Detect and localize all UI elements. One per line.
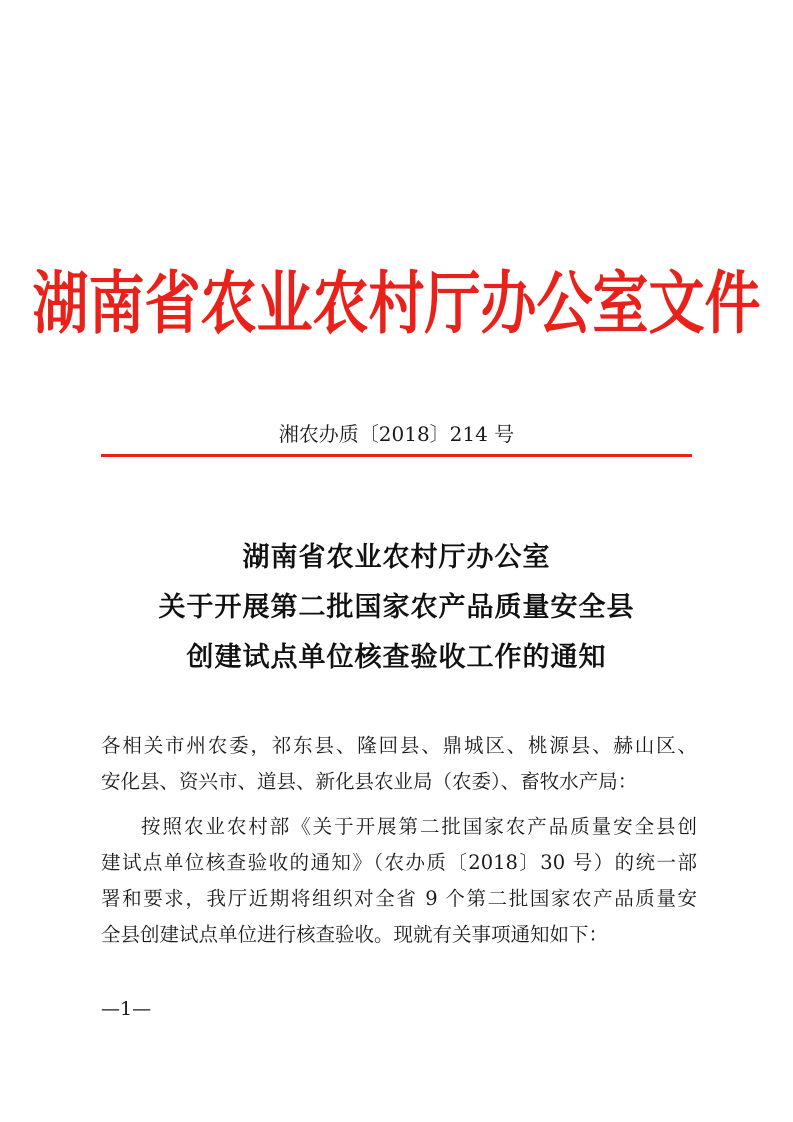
notice-title-line-2: 关于开展第二批国家农产品质量安全县: [158, 592, 635, 623]
notice-title-line-1: 湖南省农业农村厅办公室: [242, 542, 551, 573]
notice-title: [0, 533, 793, 683]
body-paragraph: [101, 809, 697, 953]
notice-title-line-3: 创建试点单位核查验收工作的通知: [186, 642, 607, 673]
masthead-title: 湖南省农业农村厅办公室文件: [32, 264, 761, 344]
body-line-2: 建试点单位核查验收的通知》（农办质〔2018〕30 号）的统一部: [101, 851, 697, 874]
body-line-3: 署和要求，我厅近期将组织对全省 9 个第二批国家农产品质量安: [101, 887, 697, 910]
document-number: 湘农办质〔2018〕214 号: [278, 422, 515, 446]
body-line-4: 全县创建试点单位进行核查验收。现就有关事项通知如下：: [101, 923, 609, 946]
body-line-1: 按照农业农村部《关于开展第二批国家农产品质量安全县创: [141, 815, 697, 838]
salutation-line-1: 各相关市州农委，祁东县、隆回县、鼎城区、桃源县、赫山区、: [101, 734, 697, 757]
red-separator-line: [101, 454, 692, 457]
page-number: —1—: [101, 998, 152, 1020]
salutation-line-2: 安化县、资兴市、道县、新化县农业局（农委）、畜牧水产局：: [101, 770, 638, 793]
salutation: [101, 728, 697, 800]
